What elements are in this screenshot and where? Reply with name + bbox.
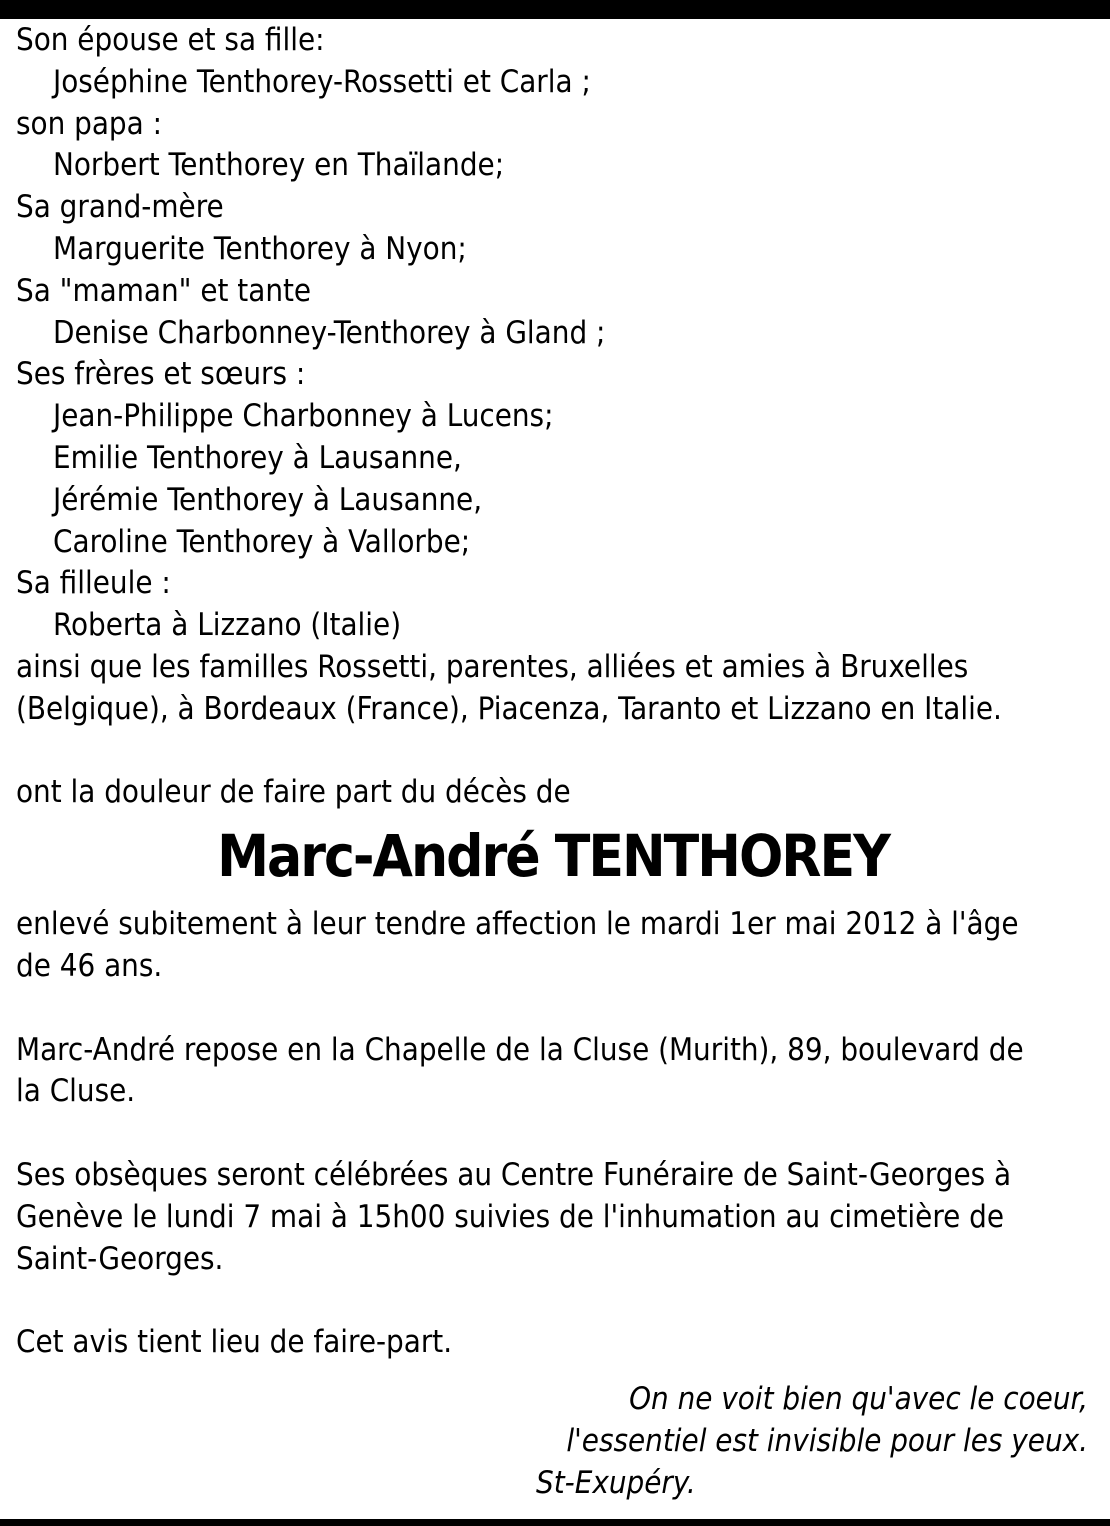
family-member: Joséphine Tenthorey-Rossetti et Carla ; bbox=[53, 63, 591, 100]
family-member: Jérémie Tenthorey à Lausanne, bbox=[53, 481, 483, 518]
family-heading: Sa filleule : bbox=[16, 565, 171, 602]
family-heading: Ses frères et sœurs : bbox=[16, 356, 306, 393]
family-member: Marguerite Tenthorey à Nyon; bbox=[53, 230, 467, 267]
families-line: (Belgique), à Bordeaux (France), Piacenza, Taranto et Lizzano en Italie. bbox=[16, 690, 1002, 727]
death-line: de 46 ans. bbox=[16, 947, 163, 984]
funeral-line: Saint-Georges. bbox=[16, 1240, 224, 1277]
family-member: Roberta à Lizzano (Italie) bbox=[53, 607, 402, 644]
notice: Cet avis tient lieu de faire-part. bbox=[16, 1324, 453, 1361]
family-member: Norbert Tenthorey en Thaïlande; bbox=[53, 147, 505, 184]
rest-line: Marc-André repose en la Chapelle de la Cluse (Murith), 89, boulevard de bbox=[16, 1031, 1024, 1068]
announcement: ont la douleur de faire part du décès de bbox=[16, 774, 571, 811]
family-heading: Sa "maman" et tante bbox=[16, 272, 312, 309]
obituary-body bbox=[16, 20, 1090, 1364]
rest-line: la Cluse. bbox=[16, 1073, 136, 1110]
family-heading: Son épouse et sa fille: bbox=[16, 22, 325, 58]
bottom-border bbox=[0, 1519, 1110, 1526]
top-border bbox=[0, 0, 1110, 19]
quote-author: St-Exupéry. bbox=[536, 1465, 696, 1501]
funeral-line: Ses obsèques seront célébrées au Centre Funéraire de Saint-Georges à bbox=[16, 1156, 1012, 1193]
family-heading: son papa : bbox=[16, 105, 162, 142]
family-member: Emilie Tenthorey à Lausanne, bbox=[53, 439, 462, 476]
deceased-name: Marc-André TENTHOREY bbox=[217, 822, 889, 891]
death-line: enlevé subitement à leur tendre affection le mardi 1er mai 2012 à l'âge bbox=[16, 906, 1019, 943]
quote-line: l'essentiel est invisible pour les yeux. bbox=[566, 1423, 1088, 1459]
family-member: Caroline Tenthorey à Vallorbe; bbox=[53, 523, 471, 560]
funeral-line: Genève le lundi 7 mai à 15h00 suivies de l'inhumation au cimetière de bbox=[16, 1198, 1005, 1235]
quote-block bbox=[536, 1378, 1088, 1504]
families-line: ainsi que les familles Rossetti, parentes, alliées et amies à Bruxelles bbox=[16, 648, 969, 685]
family-heading: Sa grand-mère bbox=[16, 189, 224, 226]
family-member: Denise Charbonney-Tenthorey à Gland ; bbox=[53, 314, 606, 351]
family-member: Jean-Philippe Charbonney à Lucens; bbox=[53, 398, 554, 435]
quote-line: On ne voit bien qu'avec le coeur, bbox=[629, 1381, 1088, 1417]
